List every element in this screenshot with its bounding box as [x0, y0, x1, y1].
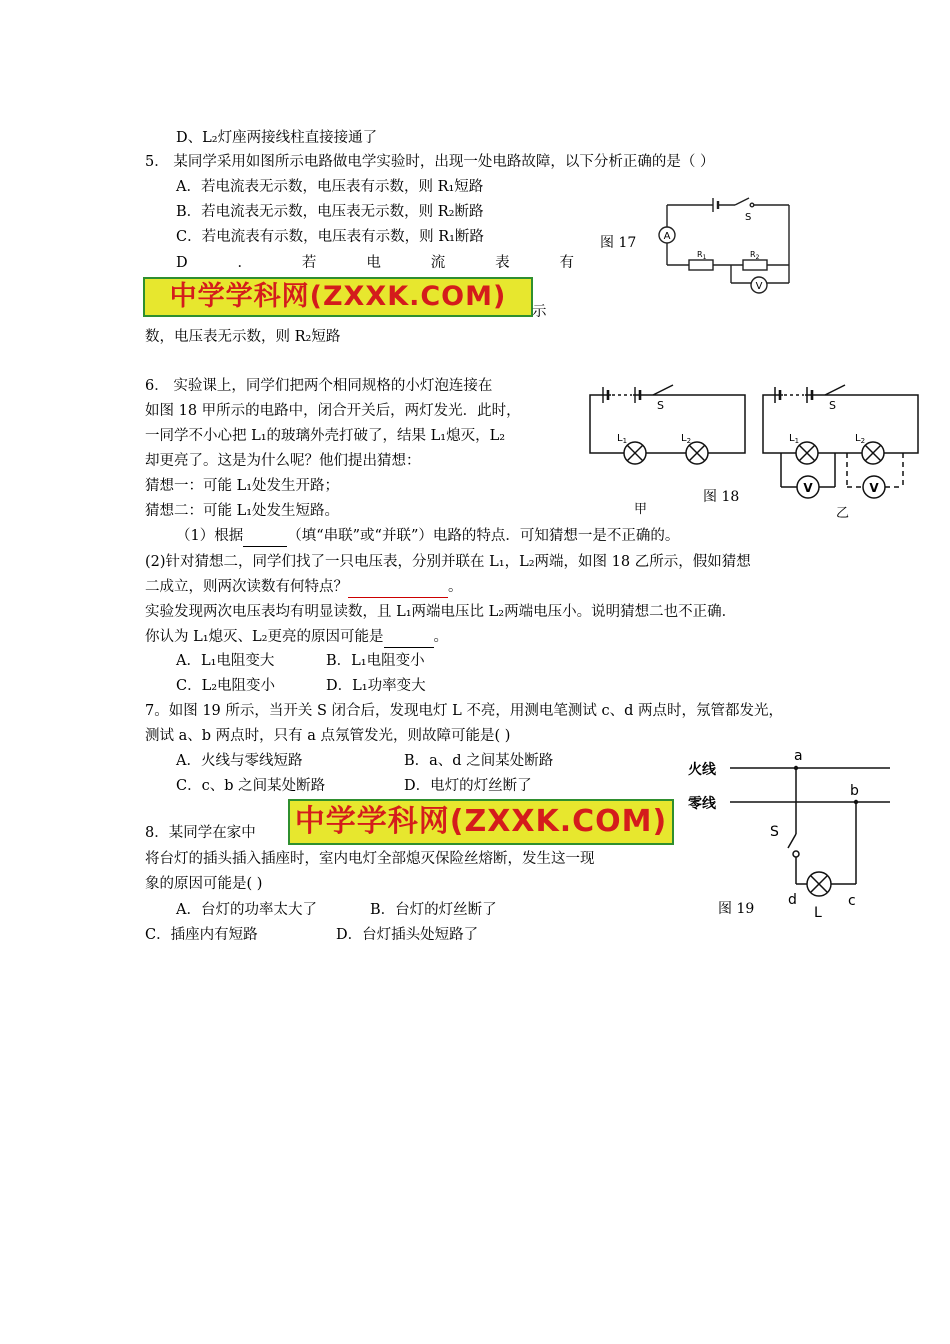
q6-answer-blank-2[interactable]: [348, 577, 448, 598]
q5-d-part: D: [176, 255, 188, 271]
q8-option-d: D．台灯插头处短路了: [336, 927, 479, 943]
q5-d-part: 电: [366, 255, 381, 271]
figure-18-label: 图 18: [703, 489, 740, 505]
point-b: b: [850, 783, 859, 799]
q6-part-2-end: 。: [448, 579, 463, 595]
q7-line-1: 7。如图 19 所示，当开关 S 闭合后，发现电灯 L 不亮，用测电笔测试 c、d 两点时，氖管都发光，: [145, 703, 784, 719]
switch-label: S: [770, 824, 779, 840]
q6-hypothesis-2: 猜想二：可能 L₁处发生短路。: [145, 503, 340, 519]
point-c: c: [848, 893, 856, 909]
fire-line-label: 火线: [688, 762, 716, 778]
q7-line-2: 测试 a、b 两点时，只有 a 点氖管发光，则故障可能是( ): [145, 728, 511, 744]
q5-d-part: 有: [559, 255, 574, 271]
l1-label-yi: $L_1$: [789, 433, 800, 445]
q5-option-d-tail: 示: [532, 304, 547, 320]
voltmeter-symbol: V: [755, 281, 763, 292]
figure-18-sublabel-jia: 甲: [634, 502, 648, 517]
q6-answer-blank-1[interactable]: [243, 526, 287, 547]
q6-option-a: A．L₁电阻变大: [176, 653, 275, 669]
q5-d-part: ．: [237, 255, 253, 271]
switch-label: S: [745, 212, 752, 223]
q6-part-2-b: [145, 577, 463, 598]
l1-label-jia: $L_1$: [617, 433, 628, 445]
q8-option-b: B．台灯的灯丝断了: [370, 902, 497, 918]
q5-d-part: 流: [430, 255, 446, 271]
l2-label-jia: $L_2$: [681, 433, 692, 445]
q5-d-part: 若: [301, 255, 317, 271]
q7-option-d: D．电灯的灯丝断了: [404, 778, 532, 794]
q5-option-d-continued: 数，电压表无示数，则 R₂短路: [145, 329, 341, 345]
point-d: d: [788, 892, 797, 908]
figure-19-label: 图 19: [718, 901, 755, 917]
q8-option-a: A．台灯的功率太大了: [176, 902, 317, 918]
q6-option-d: D．L₁功率变大: [326, 678, 426, 694]
q5-option-c: C．若电流表有示数，电压表有示数，则 R₁断路: [176, 229, 484, 245]
watermark-banner: 中学学科网(ZXXK.COM): [288, 799, 674, 845]
q8-line-2: 将台灯的插头插入插座时，室内电灯全部熄灭保险丝熔断，发生这一现: [145, 851, 595, 867]
q4-option-d: D、L₂灯座两接线柱直接接通了: [176, 130, 378, 146]
q6-hypothesis-1: 猜想一：可能 L₁处发生开路；: [145, 478, 340, 494]
q6-part-1-text: （1）根据: [176, 528, 244, 544]
q8-line-3: 象的原因可能是( ): [145, 876, 263, 892]
ammeter-symbol: A: [663, 231, 671, 242]
q6-part-1-text-end: （填“串联”或“并联”）电路的特点．可知猜想一是不正确的。: [287, 528, 680, 544]
q6-line-3: 一同学不小心把 L₁的玻璃外壳打破了，结果 L₁熄灭，L₂: [145, 428, 506, 444]
q8-line-1: 8．某同学在家中: [145, 825, 256, 841]
figure-18-sublabel-yi: 乙: [836, 506, 850, 521]
q6-part-2-question: 二成立，则两次读数有何特点？: [145, 579, 348, 595]
q6-part-4-question: 你认为 L₁熄灭、L₂更亮的原因可能是: [145, 629, 384, 645]
voltmeter-symbol: V: [869, 481, 879, 495]
q7-option-b: B．a、d 之间某处断路: [404, 753, 554, 769]
q5-stem: 5． 某同学采用如图所示电路做电学实验时，出现一处电路故障，以下分析正确的是（ ）: [145, 154, 715, 170]
q6-line-4: 却更亮了。这是为什么呢？他们提出猜想：: [145, 453, 421, 469]
q5-option-b: B．若电流表无示数，电压表无示数，则 R₂断路: [176, 204, 484, 220]
figure-17-circuit: [655, 195, 795, 300]
lamp-label: L: [814, 905, 822, 921]
q6-part-4: [145, 627, 448, 648]
switch-label-jia: S: [657, 399, 664, 412]
watermark-banner: 中学学科网(ZXXK.COM): [143, 277, 533, 317]
l2-label-yi: $L_2$: [855, 433, 866, 445]
zero-line-label: 零线: [688, 796, 716, 812]
q5-option-a: A．若电流表无示数，电压表有示数，则 R₁短路: [176, 179, 484, 195]
q8-option-c: C．插座内有短路: [145, 927, 258, 943]
q7-option-a: A．火线与零线短路: [176, 753, 303, 769]
r1-label: $R_1$: [697, 250, 707, 261]
switch-label-yi: S: [829, 399, 836, 412]
q6-part-4-end: 。: [433, 629, 448, 645]
q6-option-c: C．L₂电阻变小: [176, 678, 276, 694]
q6-answer-blank-3[interactable]: [384, 627, 434, 648]
point-a: a: [794, 748, 803, 764]
q6-line-1: 6． 实验课上，同学们把两个相同规格的小灯泡连接在: [145, 378, 493, 394]
q5-option-d-line: [176, 253, 574, 273]
q6-part-2: (2)针对猜想二，同学们找了一只电压表，分别并联在 L₁，L₂两端，如图 18 乙所示，假如猜想: [145, 554, 751, 570]
q6-option-b: B．L₁电阻变小: [326, 653, 425, 669]
q5-d-part: 表: [495, 255, 510, 271]
q7-option-c: C．c、b 之间某处断路: [176, 778, 326, 794]
q6-part-3: 实验发现两次电压表均有明显读数，且 L₁两端电压比 L₂两端电压小。说明猜想二也不正确．: [145, 604, 737, 620]
r2-label: $R_2$: [750, 250, 760, 261]
figure-17-label: 图 17: [600, 235, 637, 251]
q6-line-2: 如图 18 甲所示的电路中，闭合开关后，两灯发光．此时，: [145, 403, 521, 419]
q6-part-1: [176, 526, 679, 547]
voltmeter-symbol: V: [803, 481, 813, 495]
